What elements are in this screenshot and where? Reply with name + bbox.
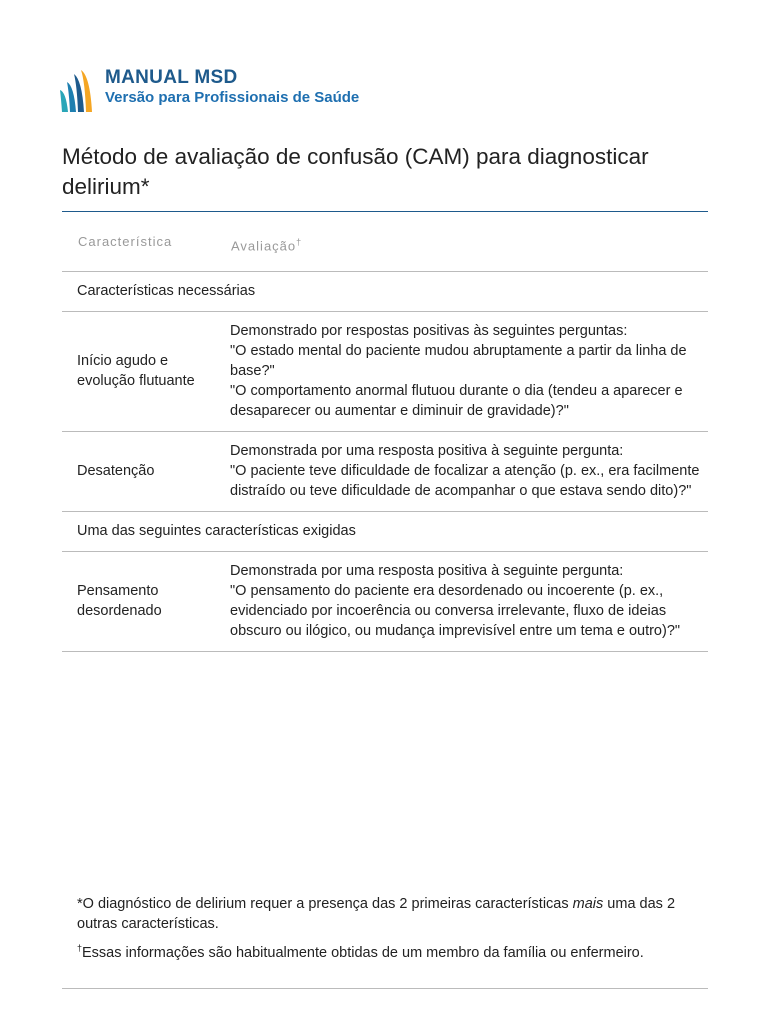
msd-manual-logo-icon[interactable]	[58, 68, 96, 112]
assessment-question: "O comportamento anormal flutuou durante o dia (tendeu a aparecer e desaparecer ou aumentar e diminuir de gravidade)?"	[230, 383, 683, 420]
assessment-intro: Demonstrado por respostas positivas às seguintes perguntas:	[230, 323, 628, 340]
table-row	[62, 552, 708, 652]
footnotes	[77, 894, 697, 967]
table-row	[62, 312, 708, 432]
cam-table	[62, 218, 708, 652]
section-label: Uma das seguintes características exigidas	[62, 512, 708, 552]
feature-cell: Início agudo e evolução flutuante	[62, 312, 215, 432]
title-divider	[62, 211, 708, 212]
header	[58, 66, 359, 112]
feature-cell: Pensamento desordenado	[62, 552, 215, 652]
footnote-dagger: †Essas informações são habitualmente obtidas de um membro da família ou enfermeiro.	[77, 943, 644, 961]
dagger-mark: †	[296, 237, 303, 247]
bottom-divider	[62, 988, 708, 989]
header-characteristic: Característica	[78, 234, 173, 249]
brand-subtitle: Versão para Profissionais de Saúde	[105, 89, 360, 106]
feature-cell: Desatenção	[62, 432, 215, 512]
assessment-cell	[215, 432, 708, 512]
page-title: Método de avaliação de confusão (CAM) para diagnosticar delirium*	[62, 144, 649, 199]
section-row-required	[62, 272, 708, 312]
assessment-cell	[215, 312, 708, 432]
brand-text	[105, 66, 359, 107]
assessment-question: "O paciente teve dificuldade de focalizar a atenção (p. ex., era facilmente distraído ou teve dificuldade de acompanhar o que estava sendo dito)?"	[230, 463, 700, 500]
table-row	[62, 432, 708, 512]
assessment-question: "O estado mental do paciente mudou abruptamente a partir da linha de base?"	[230, 343, 687, 380]
assessment-intro: Demonstrada por uma resposta positiva à seguinte pergunta:	[230, 443, 624, 460]
table-header-row	[62, 218, 708, 272]
assessment-cell	[215, 552, 708, 652]
header-assessment: Avaliação†	[231, 237, 303, 254]
footnote-asterisk: *O diagnóstico de delirium requer a presença das 2 primeiras características mais uma das 2 outras características.	[77, 896, 676, 932]
brand-title[interactable]: MANUAL MSD	[105, 67, 238, 88]
section-label: Características necessárias	[62, 272, 708, 312]
assessment-intro: Demonstrada por uma resposta positiva à seguinte pergunta:	[230, 563, 624, 580]
section-row-one-of	[62, 512, 708, 552]
assessment-question: "O pensamento do paciente era desordenado ou incoerente (p. ex., evidenciado por incoerência ou conversa irrelevante, fluxo de ideias obscuro ou ilógico, ou mudança imprevisível entre um tema e outro)?"	[230, 583, 681, 640]
